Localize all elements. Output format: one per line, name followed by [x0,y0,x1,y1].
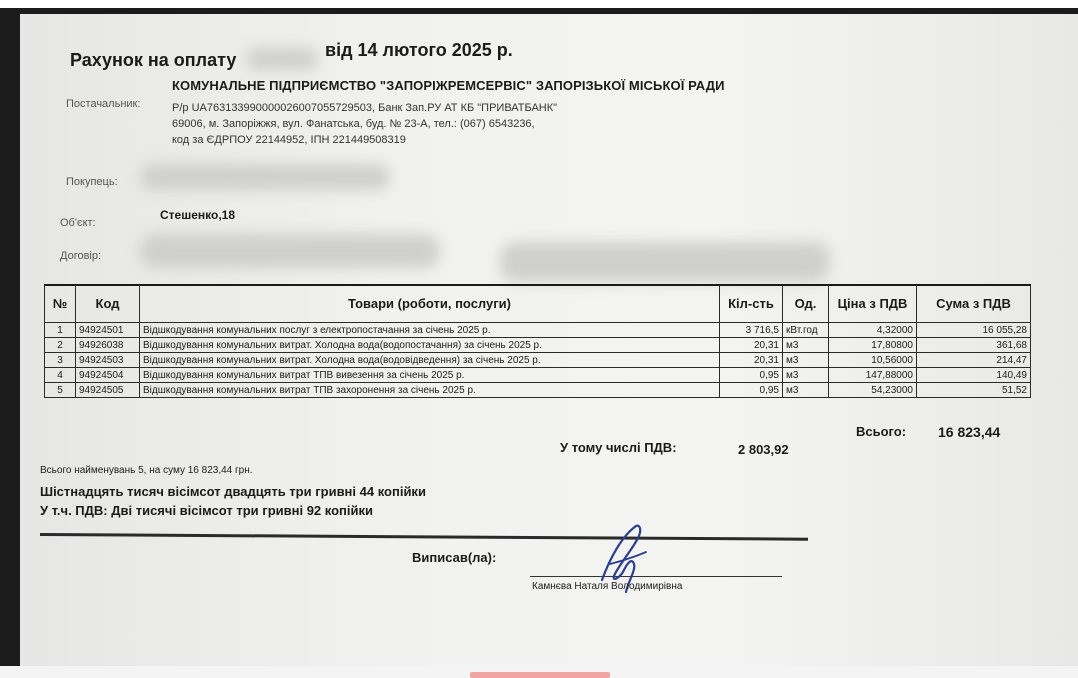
row-sum: 16 055,28 [917,323,1031,338]
row-num: 3 [45,353,76,368]
header-code: Код [76,285,140,323]
table-row [45,383,1031,398]
object-label: Об'єкт: [60,217,96,229]
redacted-details [500,242,830,282]
items-count-line: Всього найменувань 5, на суму 16 823,44 грн. [40,465,253,476]
row-name: Відшкодування комунальних витрат. Холодна вода(водовідведення) за січень 2025 р. [140,353,720,368]
bottom-watermark [470,672,610,678]
row-qty: 3 716,5 [720,323,783,338]
row-price: 17,80800 [829,338,917,353]
header-qty: Кіл-сть [720,285,783,323]
total-value: 16 823,44 [938,424,1001,440]
redacted-invoice-number [246,48,318,70]
row-sum: 361,68 [917,338,1031,353]
row-name: Відшкодування комунальних витрат ТПВ захоронення за січень 2025 р. [140,383,720,398]
row-code: 94924505 [76,383,140,398]
amount-in-words: Шістнадцять тисяч вісімсот двадцять три гривні 44 копійки [40,484,426,499]
total-label: Всього: [856,424,907,439]
vat-value: 2 803,92 [738,442,789,457]
invoice-date: від 14 лютого 2025 р. [325,40,513,60]
row-qty: 20,31 [720,338,783,353]
row-sum: 214,47 [917,353,1031,368]
row-unit: м3 [783,353,829,368]
row-code: 94926038 [76,338,140,353]
invoice-title: Рахунок на оплату [70,50,237,70]
header-goods: Товари (роботи, послуги) [140,285,720,323]
row-price: 147,88000 [829,368,917,383]
row-num: 5 [45,383,76,398]
supplier-address: 69006, м. Запоріжжя, вул. Фанатська, буд. № 23-А, тел.: (067) 6543236, [172,118,535,130]
row-price: 10,56000 [829,353,917,368]
row-num: 4 [45,368,76,383]
vat-in-words: У т.ч. ПДВ: Дві тисячі вісімсот три гривні 92 копійки [40,503,374,518]
row-code: 94924504 [76,368,140,383]
header-unit: Од. [783,285,829,323]
header-num: № [45,285,76,323]
supplier-codes: код за ЄДРПОУ 22144952, ІПН 221449508319 [172,134,406,146]
items-table [44,284,1031,398]
row-name: Відшкодування комунальних витрат. Холодна вода(водопостачання) за січень 2025 р. [140,338,720,353]
row-num: 1 [45,323,76,338]
row-unit: м3 [783,338,829,353]
row-price: 54,23000 [829,383,917,398]
row-num: 2 [45,338,76,353]
object-value: Стешенко,18 [160,208,235,222]
supplier-account: Р/р UA763133990000026007055729503, Банк Зап.РУ АТ КБ "ПРИВАТБАНК" [172,102,558,114]
table-row [45,353,1031,368]
row-sum: 51,52 [917,383,1031,398]
supplier-name: КОМУНАЛЬНЕ ПІДПРИЄМСТВО "ЗАПОРІЖРЕМСЕРВІС" ЗАПОРІЗЬКОЇ МІСЬКОЇ РАДИ [172,78,725,93]
divider-line [40,533,808,541]
row-sum: 140,49 [917,368,1031,383]
row-qty: 20,31 [720,353,783,368]
vat-label: У тому числі ПДВ: [560,440,677,455]
top-bar [0,0,1078,8]
redacted-contract [140,234,440,268]
header-price: Ціна з ПДВ [829,285,917,323]
row-code: 94924501 [76,323,140,338]
invoice-document [20,14,1078,666]
row-price: 4,32000 [829,323,917,338]
table-header-row [45,285,1031,323]
row-unit: кВт.год [783,323,829,338]
row-qty: 0,95 [720,383,783,398]
row-unit: м3 [783,368,829,383]
row-unit: м3 [783,383,829,398]
row-name: Відшкодування комунальних витрат ТПВ вивезення за січень 2025 р. [140,368,720,383]
table-row [45,368,1031,383]
buyer-label: Покупець: [66,176,118,188]
table-row [45,338,1031,353]
row-code: 94924503 [76,353,140,368]
issued-by-label: Виписав(ла): [412,550,497,565]
row-qty: 0,95 [720,368,783,383]
contract-label: Договір: [60,250,102,262]
row-name: Відшкодування комунальних послуг з електропостачання за січень 2025 р. [140,323,720,338]
redacted-buyer [140,164,390,190]
supplier-label: Постачальник: [66,98,141,110]
table-row [45,323,1031,338]
header-sum: Сума з ПДВ [917,285,1031,323]
signer-name: Камнєва Наталя Володимирівна [532,581,683,592]
